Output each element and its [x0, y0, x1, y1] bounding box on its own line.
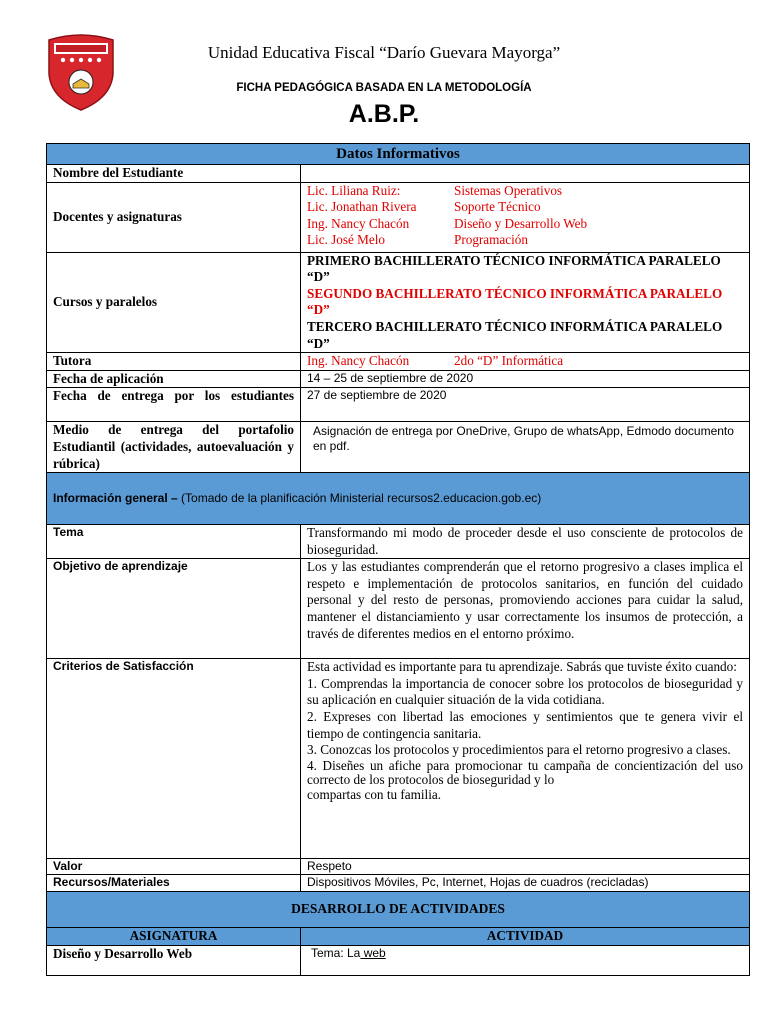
- fecha-entrega-label: Fecha de entrega por los estudiantes: [47, 388, 301, 422]
- docente-item: Lic. Jonathan Rivera Soporte Técnico: [307, 199, 541, 215]
- valor-value: Respeto: [301, 859, 750, 875]
- row-valor: [47, 859, 750, 875]
- estudiante-value[interactable]: [301, 165, 750, 183]
- col-actividad-header: ACTIVIDAD: [301, 928, 750, 946]
- curso-item: SEGUNDO BACHILLERATO TÉCNICO INFORMÁTICA PARALELO “D”: [307, 285, 723, 318]
- row-tutora: [47, 353, 750, 371]
- tutora-label: Tutora: [47, 353, 301, 371]
- curso-item: PRIMERO BACHILLERATO TÉCNICO INFORMÁTICA PARALELO “D”: [307, 252, 721, 285]
- criterio-item: 1. Comprendas la importancia de conocer sobre los protocolos de bioseguridad y su aplicación en cualquier situación de la vida cotidiana.: [307, 675, 743, 708]
- curso-item: TERCERO BACHILLERATO TÉCNICO INFORMÁTICA PARALELO “D”: [307, 318, 723, 351]
- desarrollo-header-row: [47, 928, 750, 946]
- medio-entrega-label: Medio de entrega del portafolio Estudiantil (actividades, autoevaluación y rúbrica): [47, 422, 301, 473]
- school-name: Unidad Educativa Fiscal “Darío Guevara Mayorga”: [207, 43, 561, 62]
- actividad-tema-prefix: Tema: La: [311, 945, 361, 960]
- objetivo-value: Los y las estudiantes comprenderán que el retorno progresivo a clases implica el respeto e implementación de protocolos sanitarios, en función del cuidado personal y del resto de personas, promoviendo acciones para cuidar la salud, mantener el distanciamiento y usar correctamente los insumos de protección, a través de diferentes medios en el entorno próximo.: [301, 559, 750, 659]
- datos-informativos-title: Datos Informativos: [47, 144, 750, 165]
- row-tema: [47, 524, 750, 558]
- fecha-entrega-value: 27 de septiembre de 2020: [301, 388, 750, 422]
- criterio-item: 3. Conozcas los protocolos y procedimientos para el retorno progresivo a clases.: [307, 742, 731, 758]
- info-general-title: Información general –: [53, 491, 178, 506]
- docente-item: Lic. José Melo Programación: [307, 232, 528, 248]
- info-general-source: (Tomado de la planificación Ministerial recursos2.educacion.gob.ec): [181, 491, 542, 506]
- estudiante-label: Nombre del Estudiante: [47, 165, 301, 183]
- cursos-label: Cursos y paralelos: [47, 252, 301, 353]
- sheet-title: FICHA PEDAGÓGICA BASADA EN LA METODOLOGÍA: [236, 82, 532, 94]
- desarrollo-title: DESARROLLO DE ACTIVIDADES: [47, 892, 750, 928]
- docente-item: Lic. Liliana Ruiz: Sistemas Operativos: [307, 182, 563, 198]
- row-fecha-aplicacion: [47, 370, 750, 388]
- pedagogical-sheet-table: [46, 143, 750, 976]
- row-medio-entrega: [47, 422, 750, 473]
- info-general-band-row: [47, 473, 750, 525]
- row-fecha-entrega: [47, 388, 750, 422]
- criterios-intro: Esta actividad es importante para tu aprendizaje. Sabrás que tuviste éxito cuando:: [307, 659, 737, 675]
- info-general-band: [47, 473, 750, 525]
- criterio-item: compartas con tu familia.: [307, 786, 442, 802]
- row-recursos: [47, 875, 750, 892]
- valor-label: Valor: [47, 859, 301, 875]
- docentes-list: [301, 182, 750, 252]
- desarrollo-band-row: [47, 892, 750, 928]
- criterios-label: Criterios de Satisfacción: [47, 659, 301, 859]
- fecha-aplicacion-value: 14 – 25 de septiembre de 2020: [301, 370, 750, 388]
- criterio-item: 2. Expreses con libertad las emociones y sentimientos que te genera vivir el tiempo de contingencia sanitaria.: [307, 708, 743, 741]
- tutora-course: 2do “D” Informática: [454, 353, 564, 369]
- criterios-value: [301, 659, 750, 859]
- objetivo-label: Objetivo de aprendizaje: [47, 559, 301, 659]
- row-docentes: [47, 182, 750, 252]
- desarrollo-row: [47, 945, 750, 975]
- row-criterios: [47, 659, 750, 859]
- medio-entrega-value: Asignación de entrega por OneDrive, Grupo de whatsApp, Edmodo documento en pdf.: [301, 422, 750, 473]
- fecha-aplicacion-label: Fecha de aplicación: [47, 370, 301, 388]
- tema-value: Transformando mi modo de proceder desde el uso consciente de protocolos de bioseguridad.: [301, 524, 750, 558]
- actividad-cell: [301, 945, 750, 975]
- cursos-list: [301, 252, 750, 353]
- asignatura-cell: Diseño y Desarrollo Web: [47, 945, 301, 975]
- recursos-label: Recursos/Materiales: [47, 875, 301, 892]
- row-cursos: [47, 252, 750, 353]
- methodology-title: A.B.P.: [348, 100, 420, 128]
- tutora-value: [301, 353, 750, 371]
- tema-label: Tema: [47, 524, 301, 558]
- datos-band-row: [47, 144, 750, 165]
- tutora-name: Ing. Nancy Chacón: [307, 353, 410, 369]
- row-objetivo: [47, 559, 750, 659]
- col-asignatura-header: ASIGNATURA: [47, 928, 301, 946]
- docentes-label: Docentes y asignaturas: [47, 182, 301, 252]
- recursos-value: Dispositivos Móviles, Pc, Internet, Hojas de cuadros (recicladas): [301, 875, 750, 892]
- criterio-item: 4. Diseñes un afiche para promocionar tu campaña de concientización del uso correcto de los protocolos de bioseguridad y lo: [307, 757, 743, 787]
- docente-item: Ing. Nancy Chacón Diseño y Desarrollo Web: [307, 215, 588, 231]
- row-estudiante: [47, 165, 750, 183]
- actividad-tema-word: web: [360, 945, 386, 960]
